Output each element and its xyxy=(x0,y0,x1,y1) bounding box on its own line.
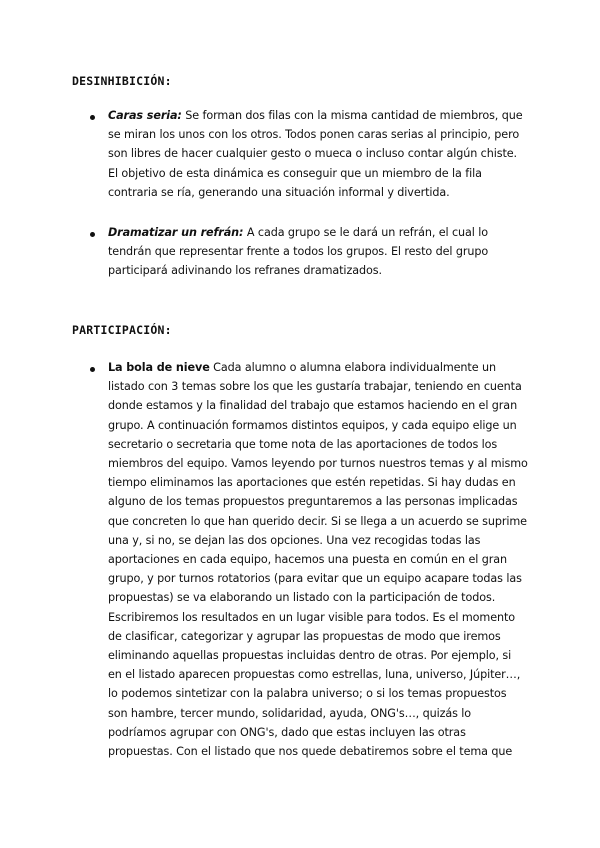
item-text: Cada alumno o alumna elabora individualmente un listado con 3 temas sobre los que les gustaría trabajar, teniendo en cuenta donde estamos y la finalidad del trabajo que estamos haciendo en el gran grupo. A continuación formamos distintos equipos, y cada equipo elige un secretario o secretaria que tome nota de las aportaciones de todos los miembros del equipo. Vamos leyendo por turnos nuestros temas y al mismo tiempo eliminamos las aportaciones que estén repetidas. Si hay dudas en alguno de los temas propuestos preguntaremos a las personas implicadas que concreten lo que han querido decir. Si se llega a un acuerdo se suprime una y, si no, se dejan las dos opciones. Una vez recogidas todas las aportaciones en cada equipo, hacemos una puesta en común en el gran grupo, y por turnos rotatorios (para evitar que un equipo acapare todas las propuestas) se va elaborando un listado con la participación de todos. Escribiremos los resultados en un lugar visible para todos. Es el momento de clasificar, categorizar y agrupar las propuestas de modo que iremos eliminando aquellas propuestas incluidas dentro de otras. Por ejemplo, si en el listado aparecen propuestas como estrellas, luna, universo, Júpiter…, lo podemos sintetizar con la palabra universo; o si los temas propuestos son hambre, tercer mundo, solidaridad, ayuda, ONG's…, quizás lo podríamos agrupar con ONG's, dado que estas incluyen las otras propuestas. Con el listado que nos quede debatiremos sobre el tema que xyxy=(108,361,528,759)
section-heading-participacion: PARTICIPACIÓN: xyxy=(72,323,172,337)
bullet-icon xyxy=(90,367,95,372)
item-term: Caras seria: xyxy=(108,109,182,122)
item-term: Dramatizar un refrán: xyxy=(108,226,244,239)
list-item-dramatizar-refran xyxy=(108,223,528,281)
bullet-icon xyxy=(90,115,95,120)
list-item-bola-de-nieve xyxy=(108,358,528,761)
bullet-icon xyxy=(90,232,95,237)
section-heading-desinhibicion: DESINHIBICIÓN: xyxy=(72,74,172,88)
item-text: A cada grupo se le dará un refrán, el cual lo tendrán que representar frente a todos los grupos. El resto del grupo participará adivinando los refranes dramatizados. xyxy=(108,226,489,278)
item-text: Se forman dos filas con la misma cantidad de miembros, que se miran los unos con los otros. Todos ponen caras serias al principio, pero son libres de hacer cualquier gesto o mueca o incluso contar algún chiste. El objetivo de esta dinámica es conseguir que un miembro de la fila contraria se ría, generando una situación informal y divertida. xyxy=(108,109,523,199)
list-item-caras-seria xyxy=(108,106,528,202)
item-term: La bola de nieve xyxy=(108,361,210,374)
